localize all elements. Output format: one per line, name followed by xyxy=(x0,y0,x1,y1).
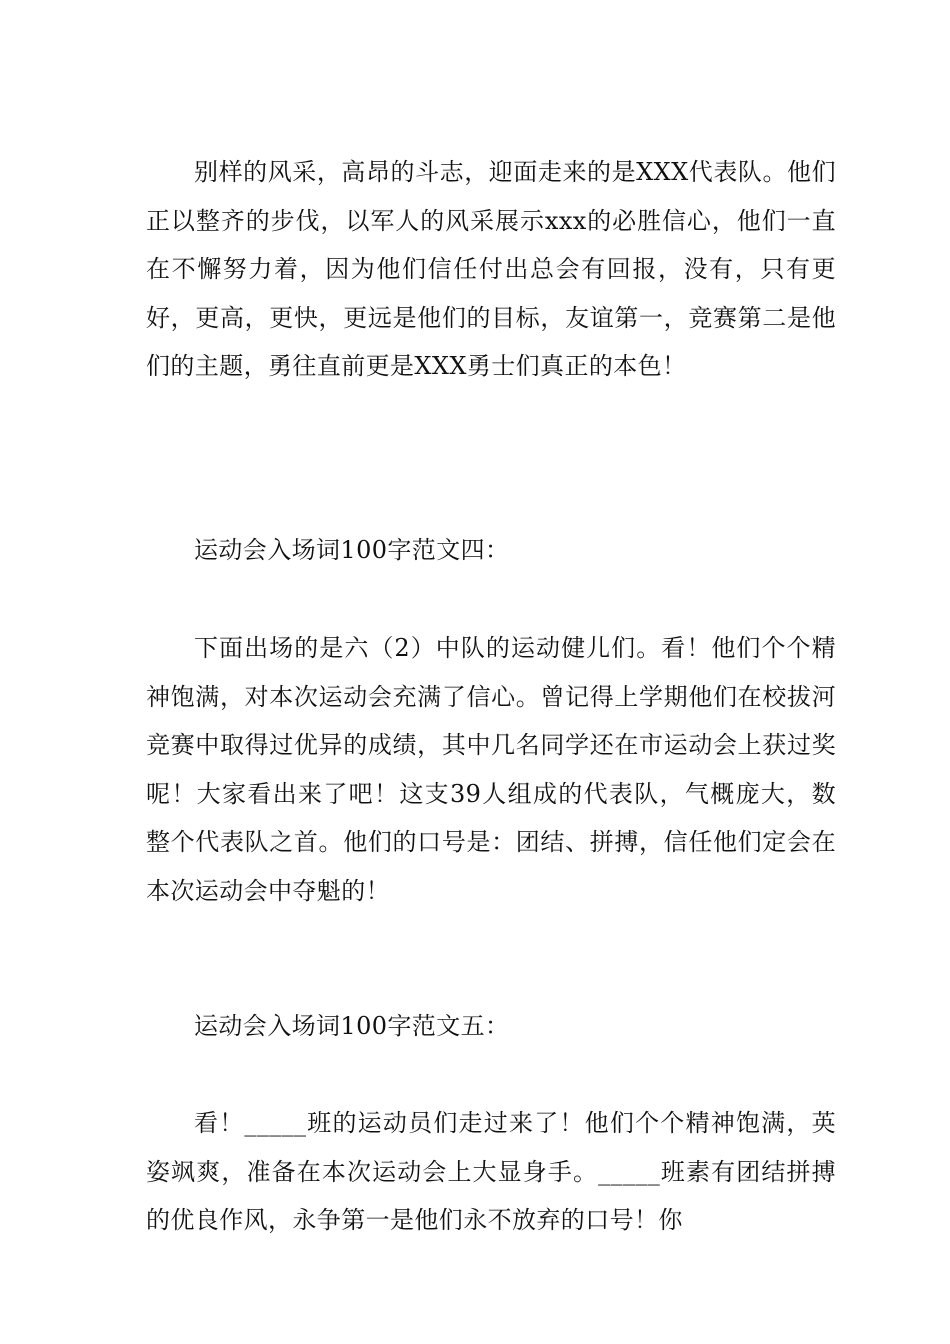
heading-sample-five: 运动会入场词100字范文五： xyxy=(194,1012,510,1040)
paragraph-xxx-team: 别样的风采，高昂的斗志，迎面走来的是XXX代表队。他们正以整齐的步伐，以军人的风采展示xxx的必胜信心，他们一直在不懈努力着，因为他们信任付出总会有回报，没有，只有更好，更高，更快，更远是他们的目标，友谊第一，竞赛第二是他们的主题，勇往直前更是XXX勇士们真正的本色！ xyxy=(146,158,836,380)
paragraph-class-six-two: 下面出场的是六（2）中队的运动健儿们。看！他们个个精神饱满，对本次运动会充满了信心。曾记得上学期他们在校拔河竞赛中取得过优异的成绩，其中几名同学还在市运动会上获过奖呢！大家看出来了吧！这支39人组成的代表队，气概庞大，数整个代表队之首。他们的口号是：团结、拼搏，信任他们定会在本次运动会中夺魁的！ xyxy=(146,634,836,905)
paragraph-blank-class: 看！_____班的运动员们走过来了！他们个个精神饱满，英姿飒爽，准备在本次运动会上大显身手。_____班素有团结拼搏的优良作风，永争第一是他们永不放弃的口号！你 xyxy=(146,1109,836,1234)
heading-sample-four: 运动会入场词100字范文四： xyxy=(194,536,510,564)
